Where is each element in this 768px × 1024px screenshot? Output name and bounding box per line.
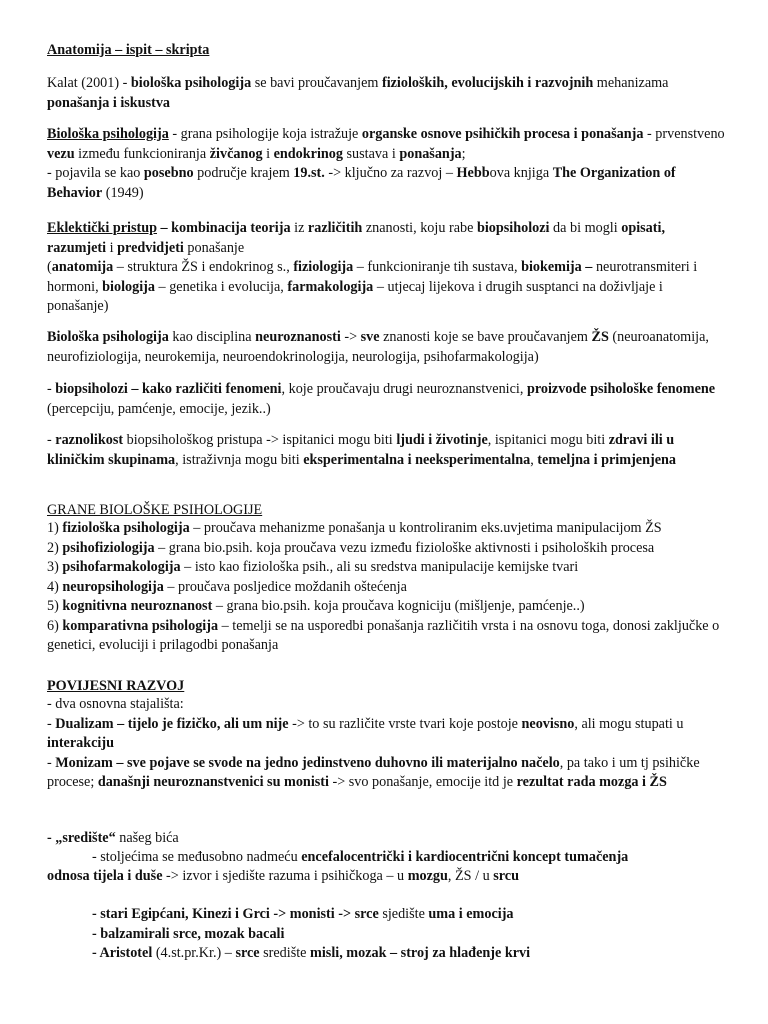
- eklekticki-run: – kombinacija teorija: [156, 220, 291, 236]
- grane-item-run: – grana bio.psih. koja proučava vezu između fiziološke aktivnosti i psiholoških procesa: [154, 539, 655, 556]
- raznolikost-paragraph: [47, 431, 727, 470]
- biopsiholozi-paragraph: [47, 380, 727, 419]
- raznolikost-run: ,: [530, 451, 538, 468]
- eklekticki-run: fiziologija: [293, 259, 354, 275]
- bio_psy-run: Hebb: [456, 165, 490, 181]
- raznolikost-run: ljudi i životinje: [396, 432, 488, 448]
- disciplina-run: Biološka psihologija: [47, 329, 169, 345]
- disciplina-run: (neuroanatomija, neurofiziologija, neurokemija, neuroendokrinologija, neurologija, psihofarmakologija): [47, 329, 709, 365]
- bio_psy-run: The Organization of Behavior: [47, 165, 676, 201]
- eklekticki-run: biologija: [102, 278, 155, 295]
- raznolikost-run: , istraživnja mogu biti: [175, 451, 304, 468]
- raznolikost-run: raznolikost: [55, 432, 124, 448]
- eklekticki-paragraph: [47, 219, 727, 317]
- biopsiholozi-run: , koje proučavaju drugi neuroznanstvenici,: [281, 381, 527, 397]
- povijest-item-run: - stari: [92, 906, 132, 922]
- povijesni-run: , pa tako i um tj psihičke procese;: [47, 754, 700, 790]
- intro-run: fizioloških, evolucijskih i razvojnih: [381, 75, 594, 91]
- disciplina-run: kao disciplina: [168, 329, 256, 345]
- eklekticki-run: opisati, razumjeti: [47, 220, 665, 256]
- intro-run: Kalat (2001) -: [47, 75, 131, 91]
- povijesni-run: današnji neuroznanstvenici su monisti: [97, 774, 329, 790]
- povijesni-run: -: [47, 754, 56, 771]
- bio_psy-run: endokrinog: [273, 145, 343, 162]
- bio_psy-run: vezu: [47, 145, 75, 162]
- eklekticki-run: – utjecaj lijekova i drugih susptanci na doživljaje i ponašanje): [47, 278, 663, 314]
- srediste_text-run: encefalocentrički i kardiocentrični koncept tumačenja: [301, 849, 629, 865]
- bio_psy-run: ova knjiga: [489, 165, 553, 181]
- povijesni-run: Monizam – sve pojave se svode na jedno jedinstveno duhovno ili materijalno načelo: [55, 754, 560, 771]
- grane-item-run: psihofarmakologija: [62, 559, 181, 575]
- povijesni-heading-text: POVIJESNI RAZVOJ: [47, 678, 185, 694]
- eklekticki-run: različitih: [307, 220, 363, 236]
- bio_psy-run: područje krajem: [193, 165, 294, 181]
- biopsiholozi-run: (percepciju, pamćenje, emocije, jezik..): [47, 400, 271, 417]
- eklekticki-run: da bi mogli: [549, 220, 622, 236]
- raznolikost-run: , ispitanici mogu biti: [487, 432, 609, 448]
- disciplina-run: znanosti koje se bave proučavanjem: [379, 329, 592, 345]
- raznolikost-run: zdravi ili u kliničkim skupinama: [47, 432, 675, 468]
- povijesni-run: Dualizam – tijelo je fizičko, ali um nije: [55, 715, 289, 732]
- bio_psy-run: (1949): [102, 184, 144, 201]
- povijest-item-run: Egipćani, Kinezi i Grci -> monisti -> srce: [131, 906, 379, 922]
- srediste_line-run: - „središte“: [47, 830, 116, 846]
- povijesni-paragraph: [47, 695, 727, 793]
- grane-item-run: 2): [47, 539, 63, 556]
- disciplina-run: ->: [340, 329, 361, 345]
- grane-item-run: – proučava mehanizme ponašanja u kontroliranim eks.uvjetima manipulacijom ŽS: [189, 520, 662, 536]
- raznolikost-run: -: [47, 432, 56, 448]
- srediste_cont-run: , ŽS / u: [447, 868, 494, 884]
- grane-item-run: fiziološka psihologija: [62, 520, 190, 536]
- raznolikost-run: eksperimentalna i neeksperimentalna: [303, 451, 531, 468]
- grane-item-run: kognitivna neuroznanost: [62, 598, 213, 614]
- eklekticki-run: – struktura ŽS i endokrinog s.,: [113, 259, 294, 275]
- povijest-item: [92, 944, 727, 964]
- eklekticki-run: neurotransmiteri i hormoni,: [47, 259, 698, 295]
- povijest-item: [92, 905, 727, 925]
- grane-item: [47, 558, 727, 578]
- grane-heading-text: GRANE BIOLOŠKE PSIHOLOGIJE: [47, 502, 263, 518]
- povijest-item-run: - balzamirali srce, mozak bacali: [92, 925, 285, 942]
- grane-item: [47, 617, 727, 656]
- intro-run: ponašanja i iskustva: [47, 94, 171, 111]
- eklekticki-run: biokemija –: [521, 259, 593, 275]
- srediste_cont-run: mozgu: [407, 868, 448, 884]
- povijesni-heading: [47, 677, 727, 697]
- bio_psy-run: - grana psihologije koja istražuje: [168, 126, 362, 142]
- intro-run: mehanizama: [593, 75, 669, 91]
- grane-heading: [47, 501, 727, 521]
- grane-list: [47, 519, 727, 656]
- bio_psy-run: između funkcioniranja: [74, 145, 210, 162]
- grane-item-run: 4): [47, 578, 63, 595]
- povijest-item-run: - Aristotel: [92, 945, 153, 961]
- disciplina-run: neuroznanosti: [255, 329, 341, 345]
- srediste_cont-run: odnosa tijela i duše: [47, 868, 163, 884]
- eklekticki-run: znanosti, koju rabe: [362, 220, 477, 236]
- povijesni-run: -: [47, 715, 56, 732]
- grane-item-run: – temelji se na usporedbi ponašanja različitih vrsta i na osnovu toga, donosi zaključke o genetici, evoluciji i prilagodbi ponašanja: [47, 617, 720, 653]
- grane-item-run: 5): [47, 598, 63, 614]
- povijest-item-run: misli, mozak – stroj za hlađenje krvi: [310, 945, 531, 961]
- grane-item: [47, 578, 727, 598]
- biopsiholozi-run: -: [47, 381, 56, 397]
- bio_psy-run: organske osnove psihičkih procesa i ponašanja: [361, 126, 644, 142]
- povijest-item-run: središte: [259, 945, 311, 961]
- grane-item-run: komparativna psihologija: [62, 617, 219, 634]
- grane-item-run: neuropsihologija: [62, 578, 164, 595]
- povijesni-run: , ali mogu stupati u: [574, 715, 684, 732]
- raznolikost-run: biopsihološkog pristupa -> ispitanici mogu biti: [123, 432, 397, 448]
- povijest-lista: [47, 905, 727, 964]
- eklekticki-run: iz: [290, 220, 308, 236]
- bio_psy-run: 19.st.: [293, 165, 325, 181]
- eklekticki-run: – funkcioniranje tih sustava,: [353, 259, 522, 275]
- intro-paragraph: [47, 74, 727, 113]
- eklekticki-run: i: [106, 239, 118, 256]
- bio_psy-run: - prvenstveno: [643, 126, 725, 142]
- bio_psy-run: ponašanja: [399, 145, 462, 162]
- bio_psy-run: - pojavila se kao: [47, 165, 144, 181]
- grane-item-run: 1): [47, 520, 63, 536]
- povijesni-run: neovisno: [521, 715, 575, 732]
- bio_psy-run: ;: [461, 145, 466, 162]
- povijest-item-run: uma i emocija: [428, 906, 514, 922]
- srediste_cont-run: -> izvor i sjedište razuma i psihičkoga – u: [162, 868, 408, 884]
- eklekticki-run: Eklektički pristup: [47, 220, 157, 236]
- grane-item: [47, 519, 727, 539]
- srediste_line-run: našeg bića: [115, 830, 179, 846]
- povijest-item: [92, 925, 727, 945]
- bio-psy-paragraph: [47, 125, 727, 203]
- povijesni-run: rezultat rada mozga i ŽS: [516, 774, 667, 790]
- grane-item-run: psihofiziologija: [62, 539, 155, 556]
- disciplina-run: sve: [360, 329, 380, 345]
- biopsiholozi-run: biopsiholozi – kako različiti fenomeni: [55, 381, 282, 397]
- eklekticki-run: predvidjeti: [117, 239, 184, 256]
- srediste_text-run: - stoljećima se međusobno nadmeću: [92, 849, 302, 865]
- eklekticki-run: (: [47, 259, 52, 275]
- eklekticki-run: – genetika i evolucija,: [155, 278, 288, 295]
- bio_psy-run: -> ključno za razvoj –: [324, 165, 457, 181]
- grane-item-run: – grana bio.psih. koja proučava kogniciju (mišljenje, pamćenje..): [212, 598, 585, 614]
- eklekticki-run: anatomija: [51, 259, 114, 275]
- povijest-item-run: (4.st.pr.Kr.) –: [152, 945, 236, 961]
- grane-item: [47, 597, 727, 617]
- grane-item-run: 3): [47, 559, 63, 575]
- document-title: [47, 41, 727, 61]
- povijesni-run: - dva osnovna stajališta:: [47, 696, 184, 712]
- title-text: Anatomija – ispit – skripta: [47, 42, 210, 58]
- grane-item-run: 6): [47, 617, 63, 634]
- bio_psy-run: Biološka psihologija: [47, 126, 169, 142]
- srediste_cont-run: srcu: [493, 868, 519, 884]
- grane-item-run: – isto kao fiziološka psih., ali su sredstva manipulacije kemijske tvari: [180, 559, 579, 575]
- povijesni-run: -> to su različite vrste tvari koje postoje: [288, 715, 522, 732]
- bio_psy-run: posebno: [143, 165, 194, 181]
- povijesni-run: -> svo ponašanje, emocije itd je: [328, 774, 517, 790]
- povijest-item-run: sjedište: [378, 906, 429, 922]
- disciplina-run: ŽS: [591, 329, 609, 345]
- bio_psy-run: živčanog: [209, 145, 263, 162]
- eklekticki-run: biopsiholozi: [476, 220, 550, 236]
- raznolikost-run: temeljna i primjenjena: [537, 451, 676, 468]
- povijesni-run: interakciju: [47, 735, 114, 751]
- grane-item: [47, 539, 727, 559]
- grane-item-run: – proučava posljedice moždanih oštećenja: [163, 578, 407, 595]
- srediste-text: [47, 848, 727, 868]
- intro-run: biološka psihologija: [130, 75, 252, 91]
- povijest-item-run: srce: [235, 945, 260, 961]
- intro-run: se bavi proučavanjem: [251, 75, 382, 91]
- bio_psy-run: sustava i: [342, 145, 400, 162]
- srediste-cont: [47, 867, 727, 887]
- bio_psy-run: i: [262, 145, 274, 162]
- srediste-line: [47, 829, 727, 849]
- disciplina-paragraph: [47, 328, 727, 367]
- eklekticki-run: farmakologija: [287, 278, 374, 295]
- biopsiholozi-run: proizvode psihološke fenomene: [526, 381, 716, 397]
- eklekticki-run: ponašanje: [183, 239, 245, 256]
